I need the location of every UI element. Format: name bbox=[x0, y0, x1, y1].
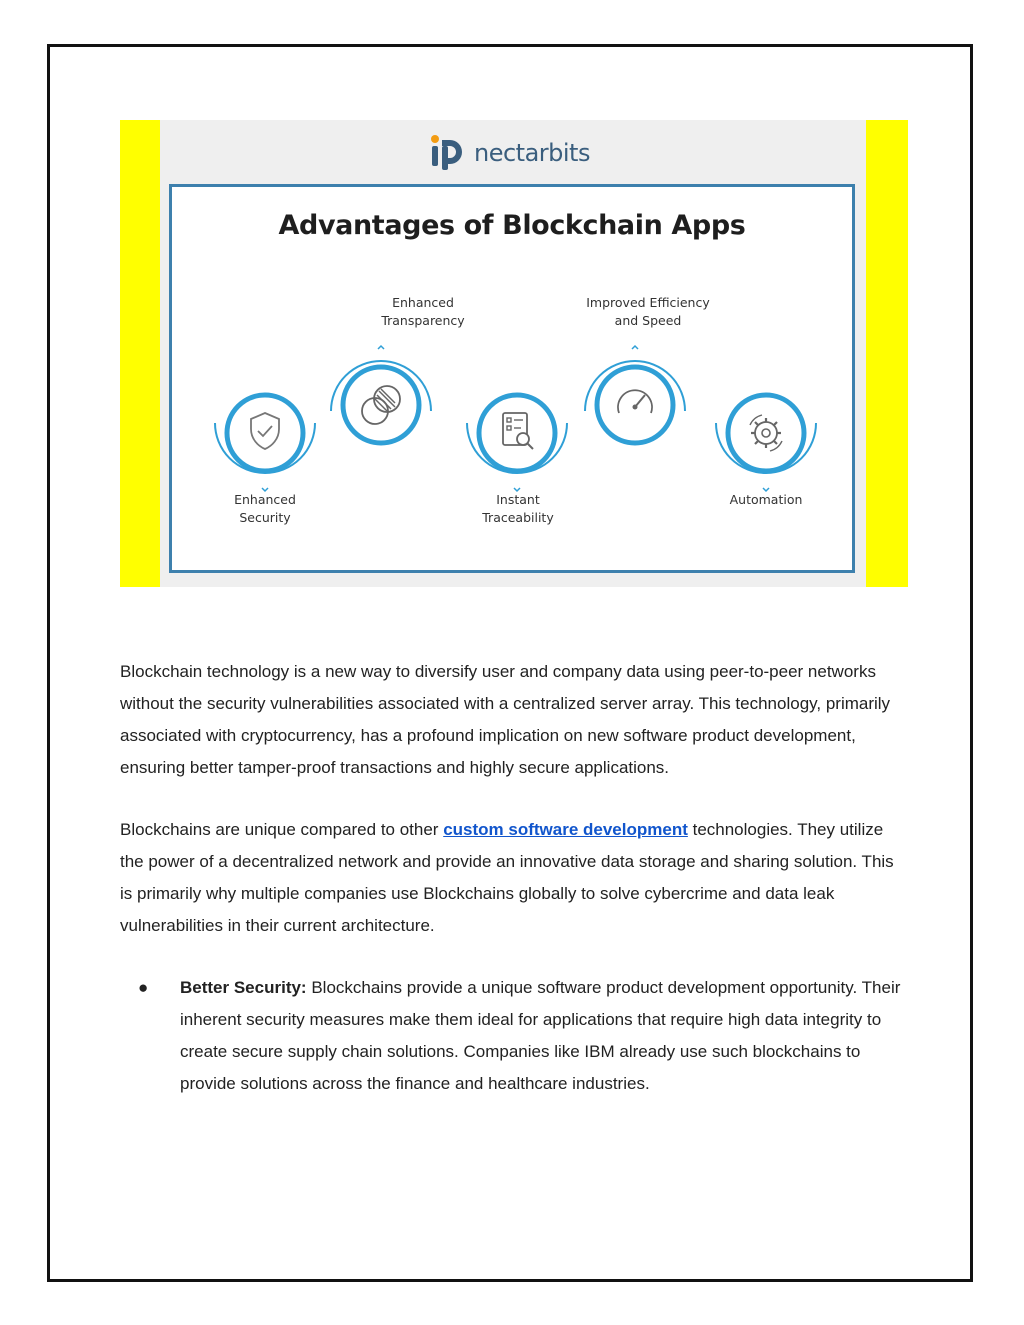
feature-label-improved-efficiency: Improved Efficiency and Speed bbox=[586, 295, 710, 328]
custom-software-development-link[interactable]: custom software development bbox=[443, 820, 688, 839]
feature-instant-traceability bbox=[457, 373, 577, 493]
infographic-banner bbox=[120, 120, 908, 587]
card-title: Advantages of Blockchain Apps bbox=[278, 210, 746, 241]
article-body bbox=[120, 656, 910, 1100]
paragraph-unique: Blockchains are unique compared to other custom software development technologies. They utilize the power of a decentralized network and provide an innovative data storage and sharing solution. This is primarily why multiple companies use Blockchains globally to solve cybercrime and data leak vulnerabilities in their current architecture. bbox=[120, 820, 894, 935]
list-item bbox=[120, 972, 910, 1100]
bullet-text: Blockchains provide a unique software product development opportunity. Their inherent security measures make them ideal for applications that require high data integrity to create secure supply chain solutions. Companies like IBM already use such blockchains to provide solutions across the finance and healthcare industries. bbox=[180, 978, 901, 1093]
overlapping-circles-icon bbox=[362, 386, 400, 424]
feature-label-automation: Automation bbox=[729, 492, 803, 507]
feature-enhanced-transparency bbox=[321, 341, 441, 461]
feature-label-enhanced-security: Enhanced Security bbox=[234, 492, 296, 525]
feature-automation bbox=[706, 373, 826, 493]
feature-improved-efficiency bbox=[575, 341, 695, 461]
gear-icon bbox=[750, 415, 782, 451]
nectarbits-logo bbox=[430, 134, 590, 172]
bullet-marker: ● bbox=[138, 978, 149, 997]
feature-label-enhanced-transparency: Enhanced Transparency bbox=[381, 295, 465, 328]
feature-enhanced-security bbox=[205, 373, 325, 493]
checklist-search-icon bbox=[503, 413, 533, 449]
logo-text: nectarbits bbox=[474, 139, 590, 167]
advantages-card bbox=[169, 184, 855, 573]
shield-check-icon bbox=[251, 413, 279, 449]
advantages-list bbox=[120, 972, 910, 1100]
nectarbits-mark-icon bbox=[430, 134, 466, 172]
feature-label-instant-traceability: Instant Traceability bbox=[482, 492, 554, 525]
paragraph-intro: Blockchain technology is a new way to diversify user and company data using peer-to-peer networks without the security vulnerabilities associated with a centralized server array. This technology, primarily associated with cryptocurrency, has a profound implication on new software product development, ensuring better tamper-proof transactions and highly secure applications. bbox=[120, 662, 891, 777]
infographic-panel bbox=[160, 120, 866, 587]
bullet-heading: Better Security: bbox=[180, 978, 307, 997]
speedometer-icon bbox=[618, 390, 652, 413]
